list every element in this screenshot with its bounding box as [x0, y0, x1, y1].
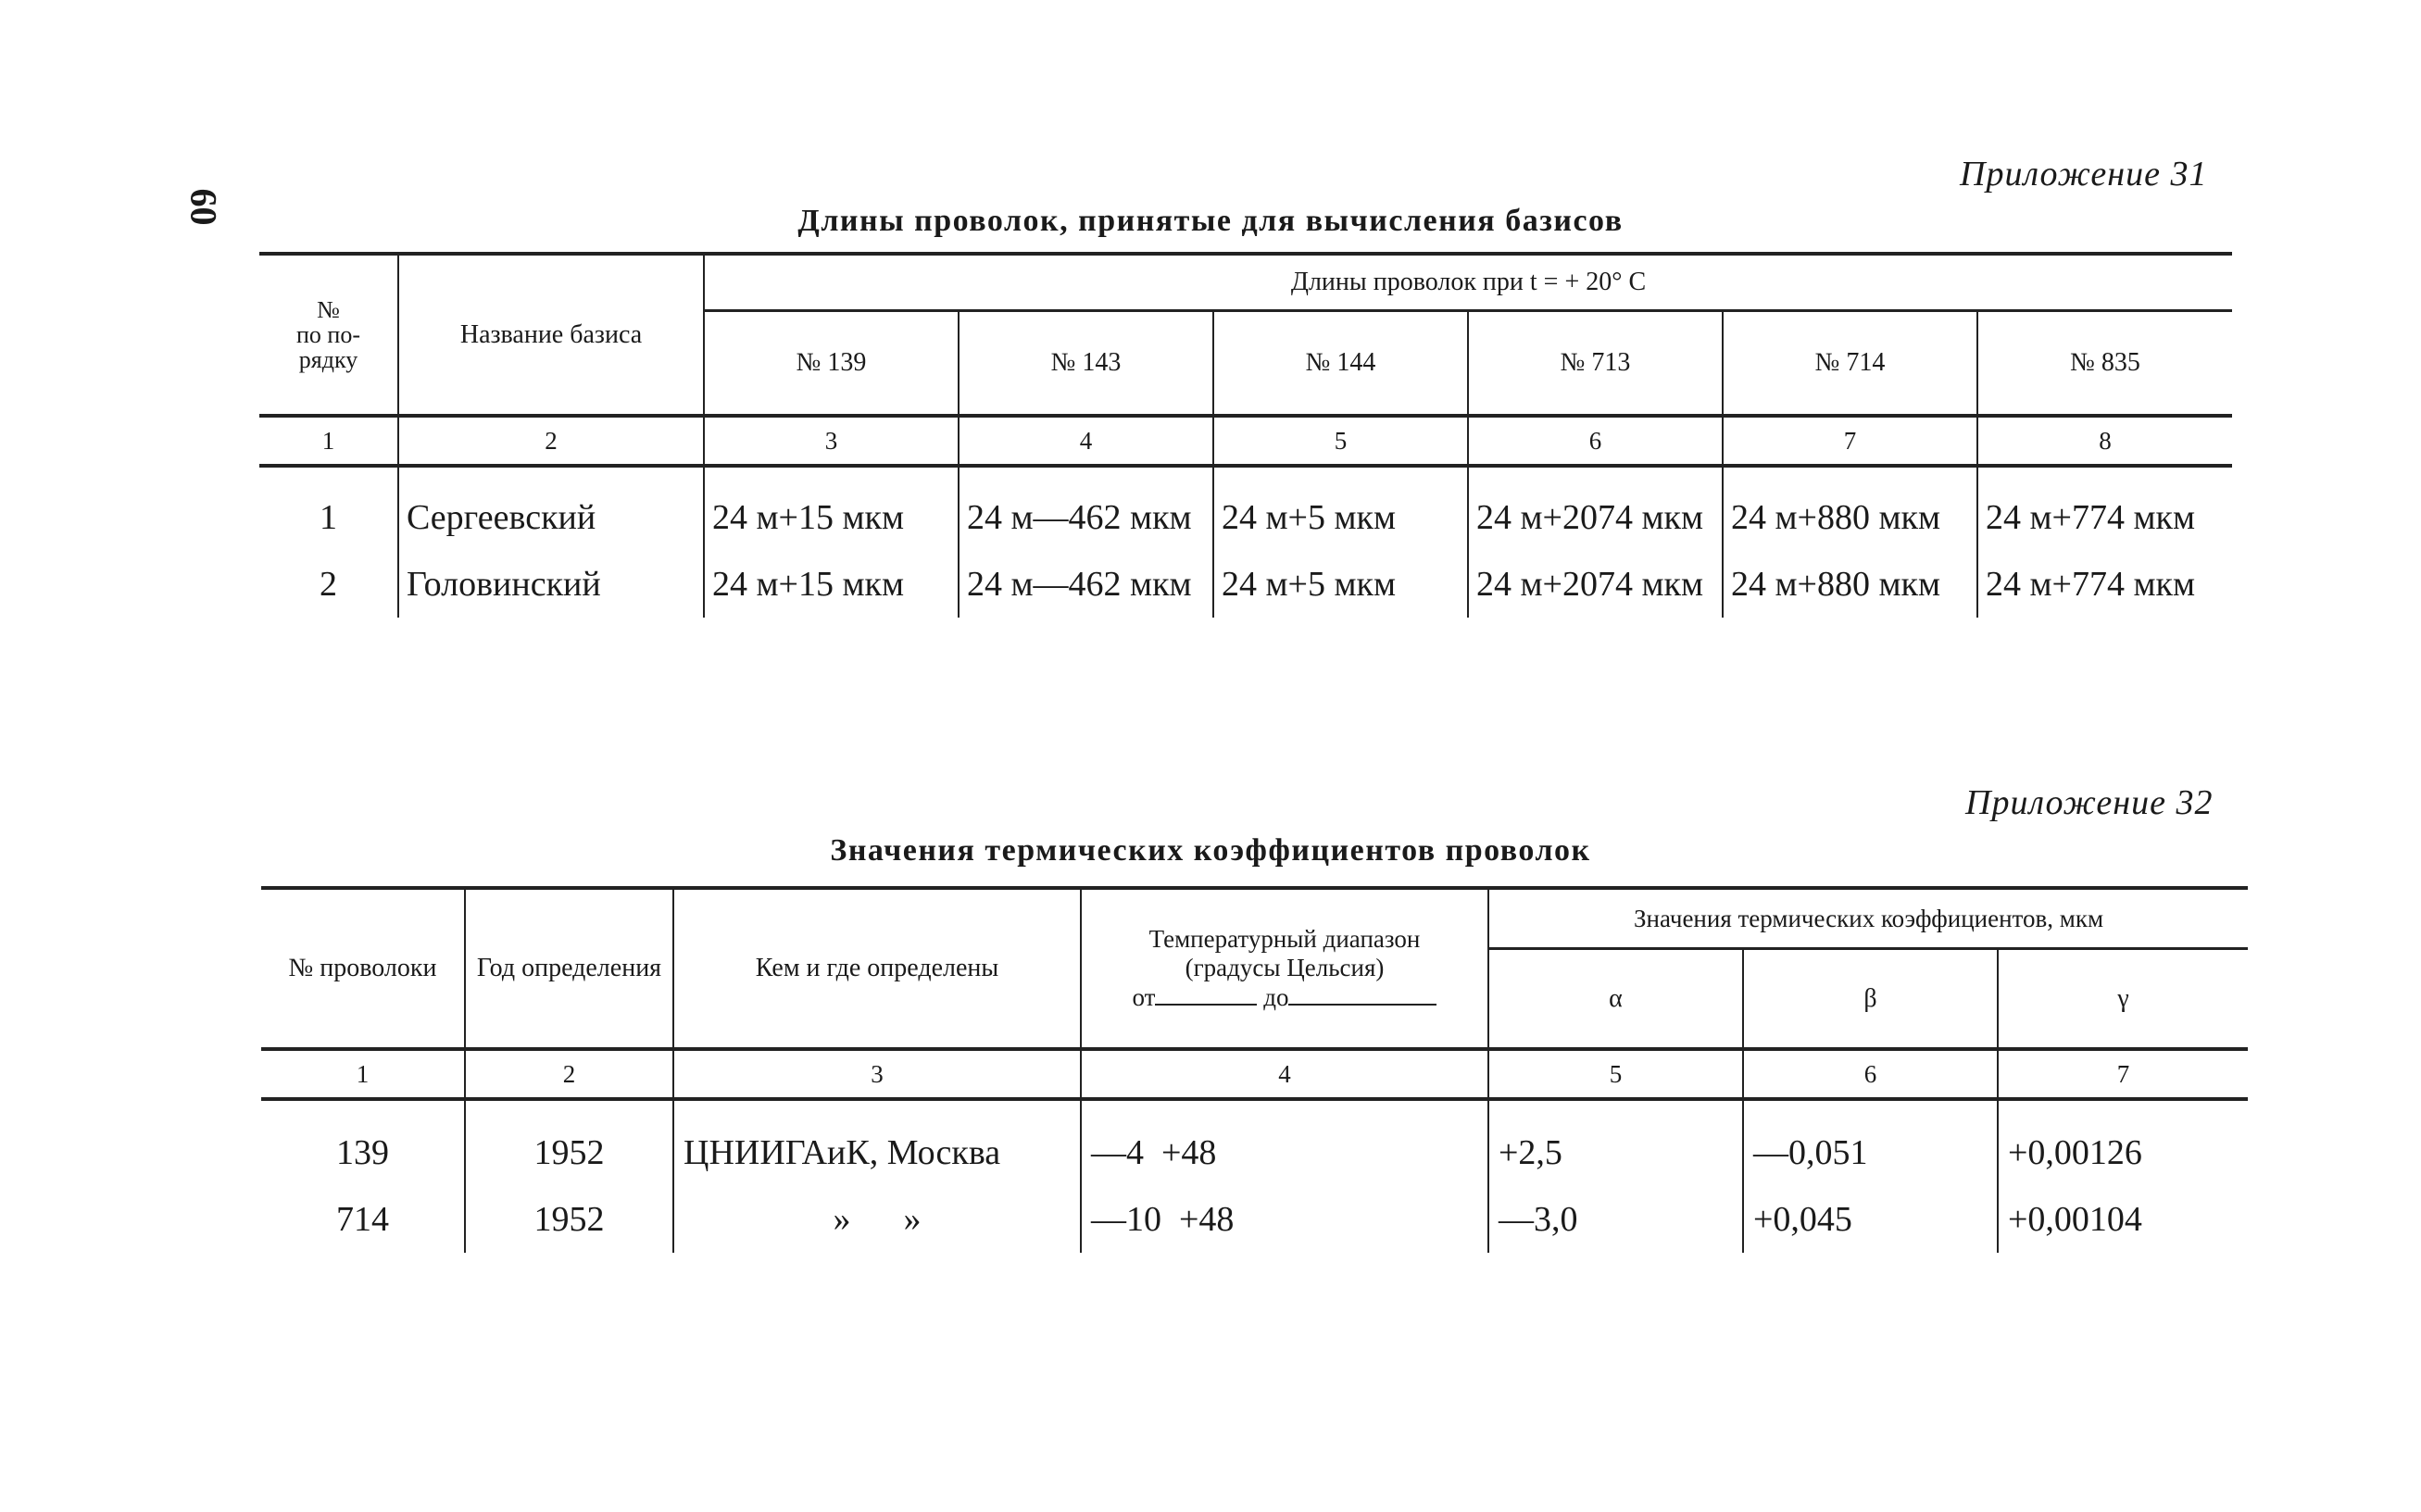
header-range-line2: (градусы Цельсия) — [1185, 954, 1385, 982]
wire-length-value: 24 м+15 мкм — [704, 551, 959, 618]
wire-length-value: 24 м—462 мкм — [959, 551, 1213, 618]
header-wire-number: № проволоки — [261, 888, 465, 1049]
appendix-31-title: Длины проволок, принятые для вычисления базисов — [797, 204, 1624, 238]
gamma-value: +0,00126 — [1998, 1099, 2248, 1186]
wire-length-value: 24 м+774 мкм — [1977, 466, 2232, 551]
table-row — [261, 1099, 2248, 1186]
column-number: 6 — [1468, 416, 1723, 466]
row-number: 1 — [320, 498, 337, 537]
header-alpha: α — [1488, 949, 1743, 1050]
header-coefficients-group: Значения термических коэффициентов, мкм — [1488, 888, 2248, 949]
wire-length-value: 24 м+880 мкм — [1723, 466, 1977, 551]
header-wire-144: № 144 — [1213, 311, 1468, 417]
wire-length-value: 24 м+774 мкм — [1977, 551, 2232, 618]
column-number: 1 — [259, 416, 398, 466]
header-wire-714: № 714 — [1723, 311, 1977, 417]
range-value: —4 +48 — [1081, 1099, 1488, 1186]
column-number: 2 — [465, 1049, 673, 1099]
wire-length-value: 24 м+2074 мкм — [1468, 466, 1723, 551]
beta-value: —0,051 — [1743, 1099, 1998, 1186]
wire-length-value: 24 м+5 мкм — [1213, 551, 1468, 618]
header-order-number: № по по- рядку — [259, 254, 398, 416]
beta-value: +0,045 — [1743, 1186, 1998, 1253]
header-range-bounds — [1082, 983, 1487, 1012]
header-wire-713: № 713 — [1468, 311, 1723, 417]
page-number: 60 — [182, 188, 225, 226]
table-row — [259, 466, 2232, 551]
column-number: 2 — [398, 416, 704, 466]
header-base-name: Название базиса — [398, 254, 704, 416]
wire-length-value: 24 м+15 мкм — [704, 466, 959, 551]
appendix-32-title: Значения термических коэффициентов проволок — [830, 833, 1591, 868]
row-number: 2 — [320, 565, 337, 604]
header-temperature-range — [1081, 888, 1488, 1049]
column-number: 7 — [1723, 416, 1977, 466]
base-name: Сергеевский — [398, 466, 704, 551]
wire-length-value: 24 м+2074 мкм — [1468, 551, 1723, 618]
column-number: 5 — [1213, 416, 1468, 466]
header-wire-139: № 139 — [704, 311, 959, 417]
thermal-coefficients-table — [261, 886, 2248, 1253]
wire-number: 714 — [336, 1200, 389, 1239]
appendix-31-label: Приложение 31 — [1960, 155, 2208, 194]
header-wire-lengths: Длины проволок при t = + 20° C — [704, 254, 2232, 311]
header-range-from: от — [1132, 982, 1156, 1011]
table-row — [261, 1186, 2248, 1253]
column-number: 4 — [959, 416, 1213, 466]
wire-length-value: 24 м+5 мкм — [1213, 466, 1468, 551]
gamma-value: +0,00104 — [1998, 1186, 2248, 1253]
column-number: 1 — [261, 1049, 465, 1099]
header-beta: β — [1743, 949, 1998, 1050]
range-value: —10 +48 — [1081, 1186, 1488, 1253]
year-value: 1952 — [465, 1186, 673, 1253]
wire-number: 139 — [336, 1133, 389, 1172]
appendix-32-label: Приложение 32 — [1965, 783, 2214, 822]
header-wire-835: № 835 — [1977, 311, 2232, 417]
column-number: 8 — [1977, 416, 2232, 466]
wire-length-value: 24 м+880 мкм — [1723, 551, 1977, 618]
who-where-value: ЦНИИГАиК, Москва — [673, 1099, 1081, 1186]
column-number: 3 — [673, 1049, 1081, 1099]
column-number: 3 — [704, 416, 959, 466]
header-gamma: γ — [1998, 949, 2248, 1050]
wire-lengths-table — [259, 252, 2232, 618]
header-who-where: Кем и где определены — [673, 888, 1081, 1049]
table-row — [259, 551, 2232, 618]
column-number: 6 — [1743, 1049, 1998, 1099]
alpha-value: +2,5 — [1488, 1099, 1743, 1186]
wire-length-value: 24 м—462 мкм — [959, 466, 1213, 551]
column-number: 4 — [1081, 1049, 1488, 1099]
header-year: Год определения — [465, 888, 673, 1049]
column-number: 7 — [1998, 1049, 2248, 1099]
alpha-value: —3,0 — [1488, 1186, 1743, 1253]
who-where-value: » » — [673, 1186, 1081, 1253]
base-name: Головинский — [398, 551, 704, 618]
header-range-to: до — [1263, 982, 1289, 1011]
header-wire-143: № 143 — [959, 311, 1213, 417]
column-number: 5 — [1488, 1049, 1743, 1099]
year-value: 1952 — [465, 1099, 673, 1186]
header-range-line1: Температурный диапазон — [1148, 925, 1421, 954]
